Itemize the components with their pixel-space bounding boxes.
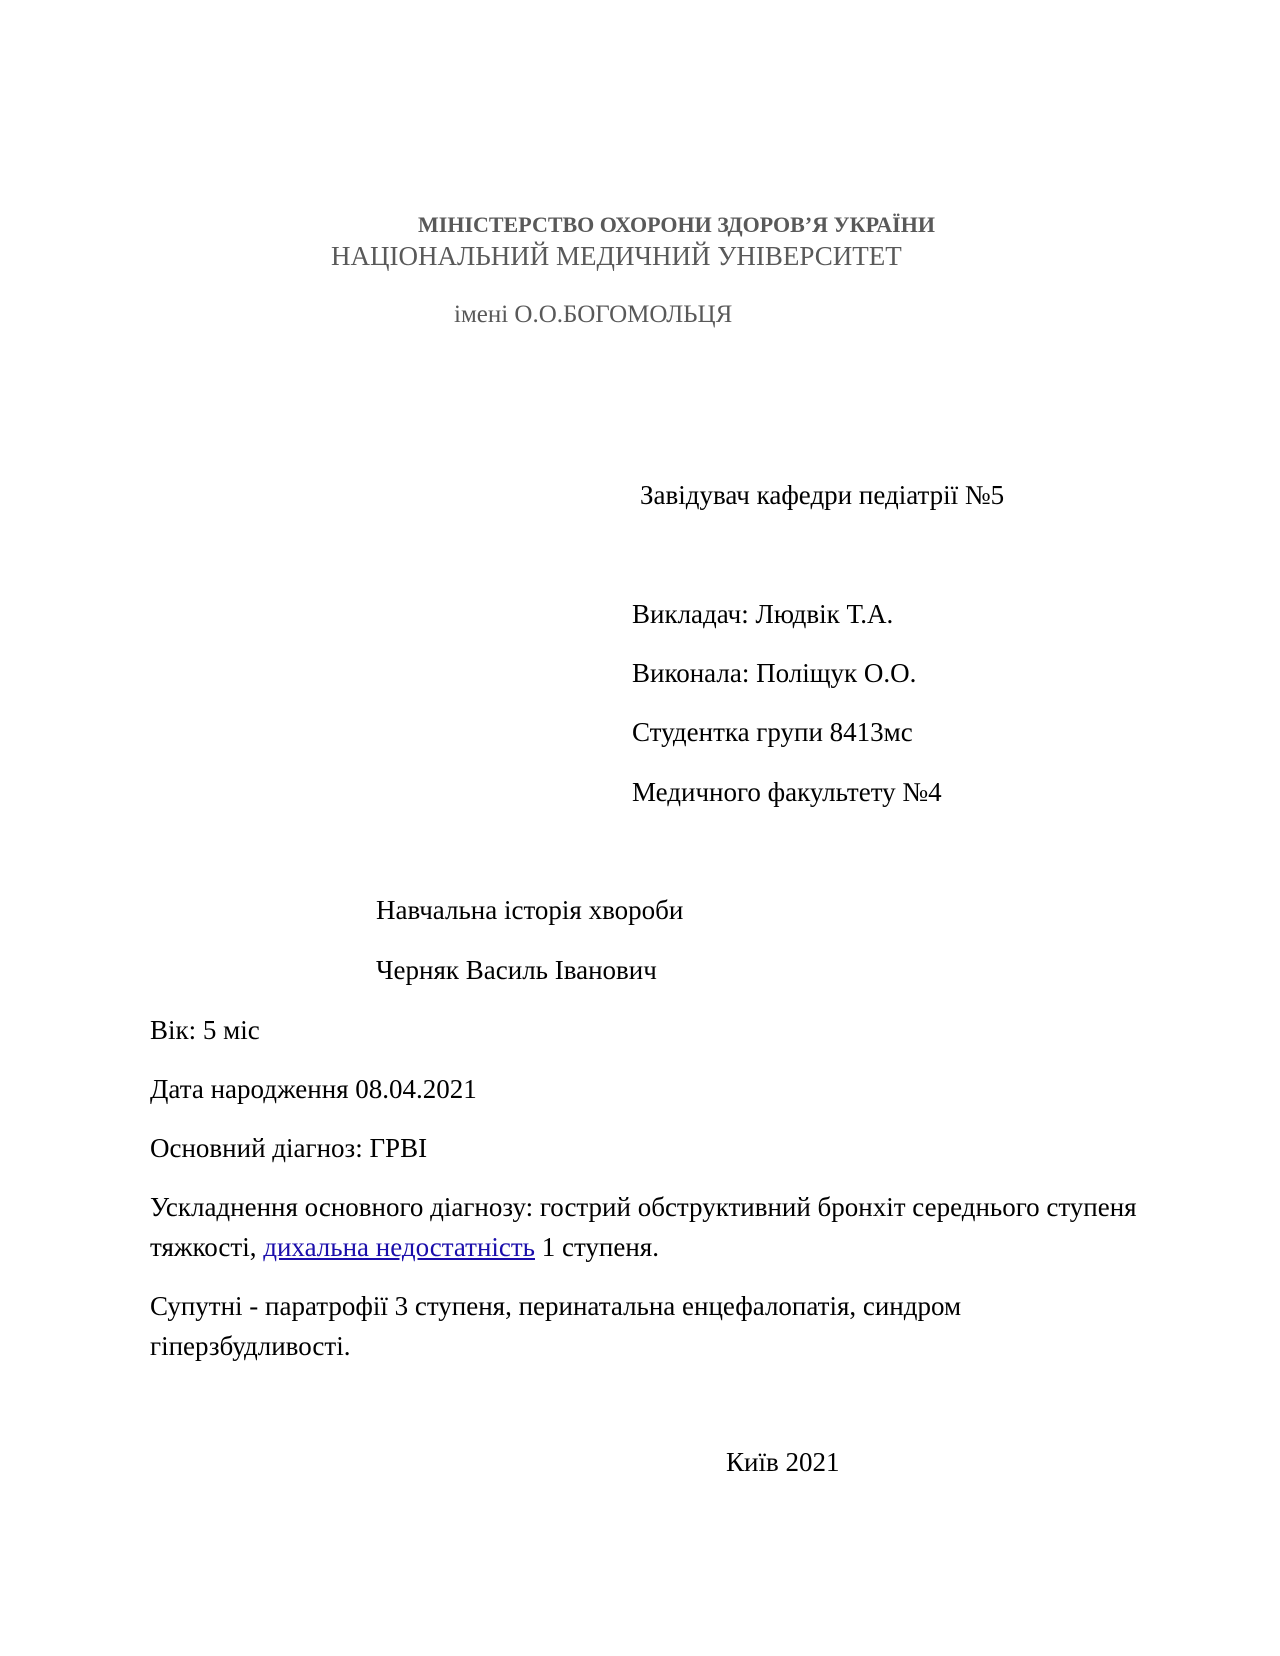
university-named-after: імені О.О.БОГОМОЛЬЦЯ — [454, 301, 733, 328]
faculty-line: Медичного факультету №4 — [632, 777, 942, 807]
performed-by-line: Виконала: Поліщук О.О. — [632, 658, 917, 688]
complications-text: Ускладнення основного діагнозу: гострий обструктивний бронхіт середнього ступеня тяжкості, — [150, 1192, 1137, 1262]
ministry-heading: МІНІСТЕРСТВО ОХОРОНИ ЗДОРОВ’Я УКРАЇНИ — [418, 212, 935, 237]
university-heading: НАЦІОНАЛЬНИЙ МЕДИЧНИЙ УНІВЕРСИТЕТ — [331, 241, 902, 271]
respiratory-failure-link[interactable]: дихальна недостатність — [263, 1232, 535, 1262]
student-group-line: Студентка групи 8413мс — [632, 717, 913, 747]
main-diagnosis: Основний діагноз: ГРВІ — [150, 1133, 428, 1163]
patient-birth-date: Дата народження 08.04.2021 — [150, 1074, 477, 1104]
city-year: Київ 2021 — [726, 1447, 840, 1477]
patient-name: Черняк Василь Іванович — [376, 955, 657, 985]
document-title: Навчальна історія хвороби — [376, 895, 684, 925]
teacher-line: Викладач: Людвік Т.А. — [632, 599, 894, 629]
accompanying-diagnoses: Супутні - паратрофії 3 ступеня, перинатальна енцефалопатія, синдром гіперзбудливості. — [150, 1291, 962, 1361]
patient-age: Вік: 5 міс — [150, 1015, 260, 1045]
complications-suffix: 1 ступеня. — [535, 1232, 659, 1262]
head-of-department-line: Завідувач кафедри педіатрії №5 — [640, 480, 1005, 510]
complications-paragraph — [150, 1187, 1140, 1267]
